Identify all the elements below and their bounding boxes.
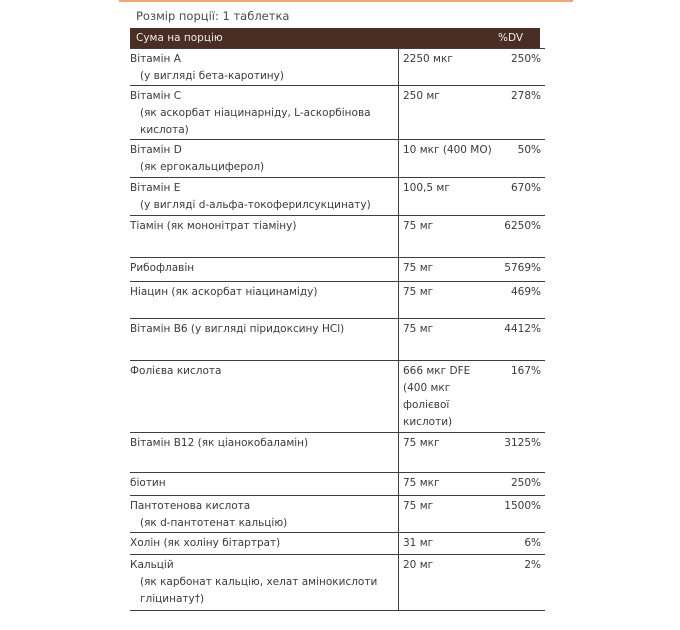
nutrient-name: Холін (як холіну бітартрат)	[130, 537, 281, 549]
nutrient-amount: 250 мг	[399, 86, 498, 140]
table-row	[130, 555, 545, 611]
table-row	[130, 533, 545, 555]
table-row	[130, 86, 545, 140]
nutrient-daily-value: 469%	[497, 282, 545, 319]
nutrient-name: Кальцій	[130, 559, 174, 571]
nutrient-name: Вітамін B12 (як ціанокобаламін)	[130, 437, 309, 449]
nutrient-name-cell	[130, 433, 399, 473]
nutrient-name-cell	[130, 49, 399, 86]
nutrient-name: Вітамін D	[130, 144, 182, 156]
nutrient-daily-value: 4412%	[497, 319, 545, 361]
table-row	[130, 433, 545, 473]
table-header	[130, 28, 540, 48]
nutrient-daily-value: 167%	[497, 361, 545, 433]
nutrient-name: Вітамін A	[130, 53, 181, 65]
nutrient-name: Ніацин (як аскорбат ніацинаміду)	[130, 286, 318, 298]
nutrient-name-cell	[130, 555, 399, 611]
nutrient-name: Пантотенова кислота	[130, 500, 251, 512]
nutrient-name-cell	[130, 140, 399, 178]
table-row	[130, 496, 545, 533]
nutrient-amount: 75 мг	[399, 216, 498, 258]
nutrient-daily-value: 250%	[497, 473, 545, 496]
header-daily-value: %DV	[498, 32, 524, 44]
nutrient-amount: 10 мкг (400 МО)	[399, 140, 498, 178]
nutrient-amount: 75 мкг	[399, 473, 498, 496]
nutrient-table	[130, 48, 545, 611]
nutrient-daily-value: 5769%	[497, 258, 545, 282]
nutrient-daily-value: 2%	[497, 555, 545, 611]
nutrient-name-cell	[130, 473, 399, 496]
nutrient-name: Вітамін C	[130, 90, 182, 102]
nutrient-name-cell	[130, 361, 399, 433]
nutrient-amount: 666 мкг DFE (400 мкг фолієвої кислоти)	[399, 361, 498, 433]
nutrient-name: Вітамін B6 (у вигляді піридоксину HCl)	[130, 323, 345, 335]
nutrient-amount: 31 мг	[399, 533, 498, 555]
nutrient-name-cell	[130, 533, 399, 555]
table-row	[130, 319, 545, 361]
supplement-facts-panel	[130, 4, 540, 611]
nutrient-daily-value: 50%	[497, 140, 545, 178]
nutrient-amount: 75 мг	[399, 282, 498, 319]
nutrient-amount: 75 мг	[399, 258, 498, 282]
nutrient-form: (як d-пантотенат кальцію)	[140, 517, 288, 529]
nutrient-name-cell	[130, 178, 399, 216]
nutrient-name: Фолієва кислота	[130, 365, 222, 377]
nutrient-amount: 100,5 мг	[399, 178, 498, 216]
table-row	[130, 49, 545, 86]
table-row	[130, 140, 545, 178]
nutrient-daily-value: 6%	[497, 533, 545, 555]
header-amount-per-serving: Сума на порцію	[136, 32, 223, 44]
nutrient-name-cell	[130, 496, 399, 533]
table-row	[130, 178, 545, 216]
nutrient-amount: 20 мг	[399, 555, 498, 611]
nutrient-daily-value: 250%	[497, 49, 545, 86]
nutrient-name-cell	[130, 258, 399, 282]
nutrient-daily-value: 278%	[497, 86, 545, 140]
nutrient-amount: 75 мкг	[399, 433, 498, 473]
table-row	[130, 361, 545, 433]
nutrient-amount: 75 мг	[399, 496, 498, 533]
nutrient-amount: 75 мг	[399, 319, 498, 361]
nutrient-daily-value: 6250%	[497, 216, 545, 258]
top-accent-line	[119, 0, 573, 2]
nutrient-name: Рибофлавін	[130, 262, 195, 274]
nutrient-form: (як аскорбат ніацинарніду, L-аскорбінова кислота)	[140, 107, 371, 136]
nutrient-amount: 2250 мкг	[399, 49, 498, 86]
table-row	[130, 216, 545, 258]
table-row	[130, 282, 545, 319]
serving-size-label: Розмір порції: 1 таблетка	[136, 9, 290, 23]
nutrient-name: Тіамін (як мононітрат тіаміну)	[130, 220, 297, 232]
nutrient-form: (як карбонат кальцію, хелат амінокислоти гліцинату†)	[140, 576, 378, 605]
nutrient-daily-value: 670%	[497, 178, 545, 216]
nutrient-name: біотин	[130, 477, 166, 489]
nutrient-form: (як ергокальциферол)	[140, 161, 265, 173]
nutrient-daily-value: 1500%	[497, 496, 545, 533]
nutrient-rows	[130, 49, 545, 611]
table-row	[130, 258, 545, 282]
table-row	[130, 473, 545, 496]
nutrient-name-cell	[130, 319, 399, 361]
nutrient-form: (у вигляді бета-каротину)	[140, 70, 284, 82]
nutrient-daily-value: 3125%	[497, 433, 545, 473]
nutrient-name-cell	[130, 282, 399, 319]
nutrient-name-cell	[130, 86, 399, 140]
nutrient-name: Вітамін E	[130, 182, 181, 194]
nutrient-form: (у вигляді d-альфа-токоферилсукцинату)	[140, 199, 371, 211]
nutrient-name-cell	[130, 216, 399, 258]
